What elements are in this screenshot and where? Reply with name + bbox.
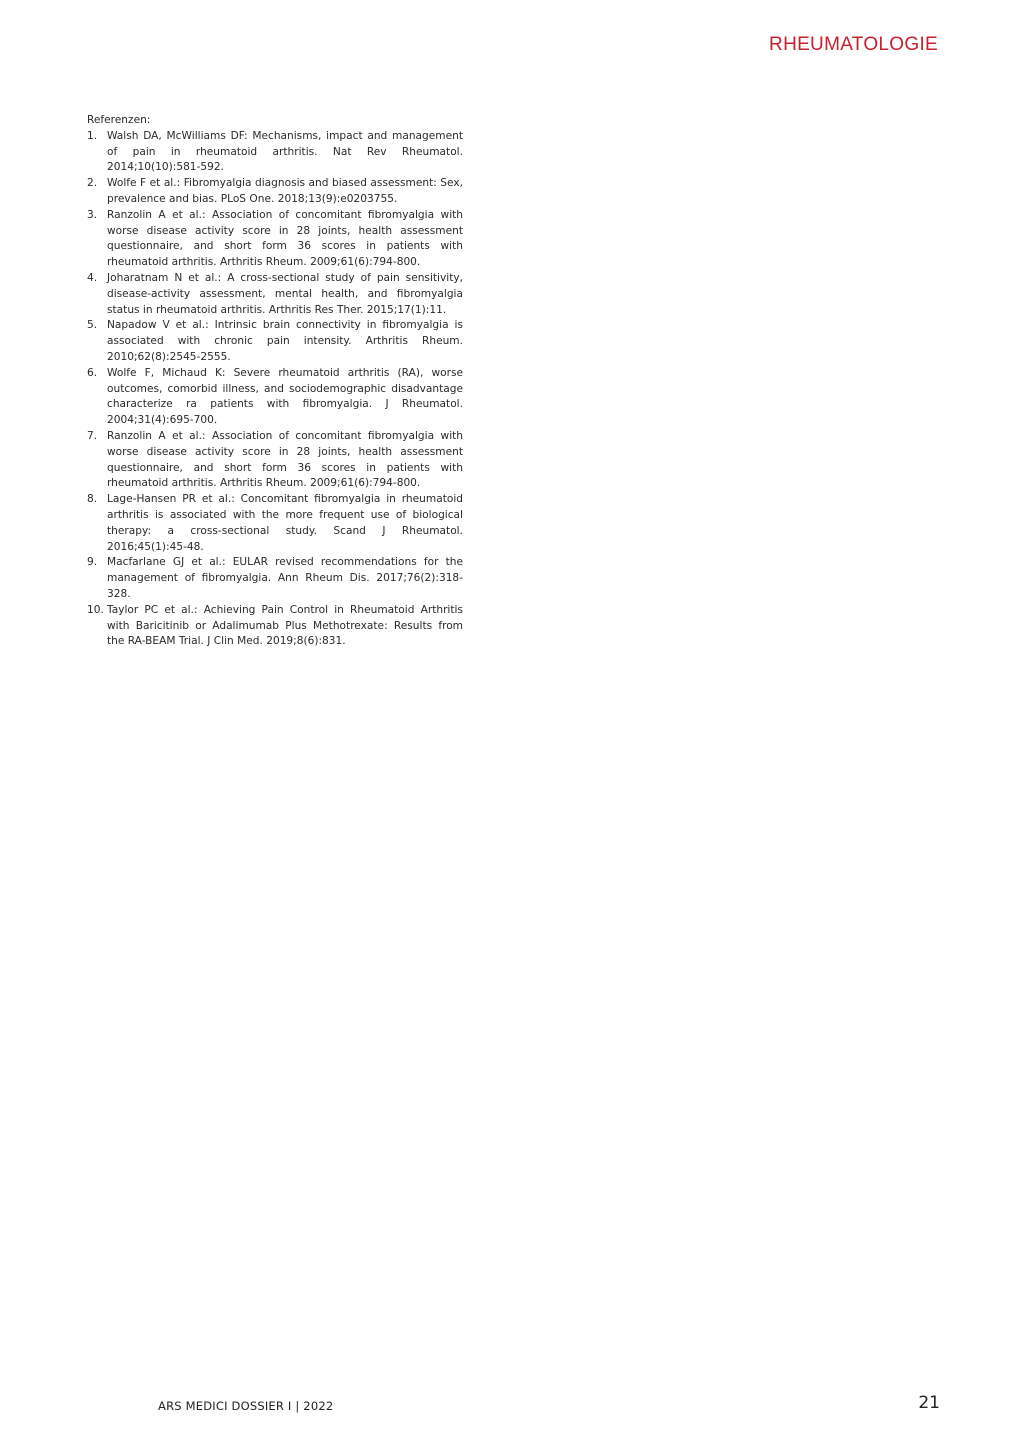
reference-item (87, 208, 463, 271)
reference-number: 4. (87, 271, 98, 284)
page-number: 21 (918, 1393, 940, 1413)
reference-item (87, 492, 463, 555)
reference-number: 5. (87, 319, 98, 332)
reference-number: 8. (87, 493, 98, 506)
reference-item (87, 129, 463, 176)
reference-item (87, 603, 463, 650)
references-list (87, 129, 463, 650)
reference-text: Ranzolin A et al.: Association of concomitant fibromyalgia with worse disease activity score in 28 joints, health assessment questionnaire, and short form 36 scores in patients with rheumatoid arthritis. Arthritis Rheum. 2009;61(6):794-800. (107, 429, 463, 490)
reference-number: 1. (87, 129, 98, 142)
reference-number: 10. (87, 603, 104, 616)
reference-item (87, 366, 463, 429)
reference-text: Joharatnam N et al.: A cross-sectional study of pain sensitivity, disease-activity assessment, mental health, and fibromyalgia status in rheumatoid arthritis. Arthritis Res Ther. 2015;17(1):11. (107, 271, 463, 316)
reference-text: Ranzolin A et al.: Association of concomitant fibromyalgia with worse disease activity score in 28 joints, health assessment questionnaire, and short form 36 scores in patients with rheumatoid arthritis. Arthritis Rheum. 2009;61(6):794-800. (107, 208, 463, 269)
reference-item (87, 176, 463, 208)
reference-item (87, 429, 463, 492)
reference-text: Taylor PC et al.: Achieving Pain Control in Rheumatoid Arthritis with Baricitinib or Adalimumab Plus Methotrexate: Results from the RA-BEAM Trial. J Clin Med. 2019;8(6):831. (107, 603, 463, 648)
reference-item (87, 318, 463, 365)
reference-item (87, 555, 463, 602)
footer-journal-name: ARS MEDICI DOSSIER I | 2022 (158, 1399, 334, 1413)
reference-item (87, 271, 463, 318)
reference-text: Lage-Hansen PR et al.: Concomitant fibromyalgia in rheumatoid arthritis is associated with the more frequent use of biological therapy: a cross-sectional study. Scand J Rheumatol. 2016;45(1):45-48. (107, 493, 463, 553)
section-title: RHEUMATOLOGIE (769, 34, 938, 55)
reference-text: Wolfe F et al.: Fibromyalgia diagnosis and biased assessment: Sex, prevalence and bias. PLoS One. 2018;13(9):e0203755. (107, 177, 463, 205)
reference-number: 6. (87, 366, 98, 379)
reference-number: 9. (87, 556, 98, 569)
reference-number: 2. (87, 177, 98, 190)
reference-text: Napadow V et al.: Intrinsic brain connectivity in fibromyalgia is associated with chronic pain intensity. Arthritis Rheum. 2010;62(8):2545-2555. (107, 319, 463, 363)
reference-text: Walsh DA, McWilliams DF: Mechanisms, impact and management of pain in rheumatoid arthritis. Nat Rev Rheumatol. 2014;10(10):581-592. (107, 129, 463, 174)
reference-text: Macfarlane GJ et al.: EULAR revised recommendations for the management of fibromyalgia. Ann Rheum Dis. 2017;76(2):318-328. (107, 556, 463, 600)
reference-number: 3. (87, 208, 98, 221)
references-heading: Referenzen: (87, 114, 151, 126)
references-block (87, 113, 463, 650)
reference-text: Wolfe F, Michaud K: Severe rheumatoid arthritis (RA), worse outcomes, comorbid illness, and sociodemographic disadvantage characterize ra patients with fibromyalgia. J Rheumatol. 2004;31(4):695-700. (107, 366, 463, 427)
reference-number: 7. (87, 429, 98, 442)
